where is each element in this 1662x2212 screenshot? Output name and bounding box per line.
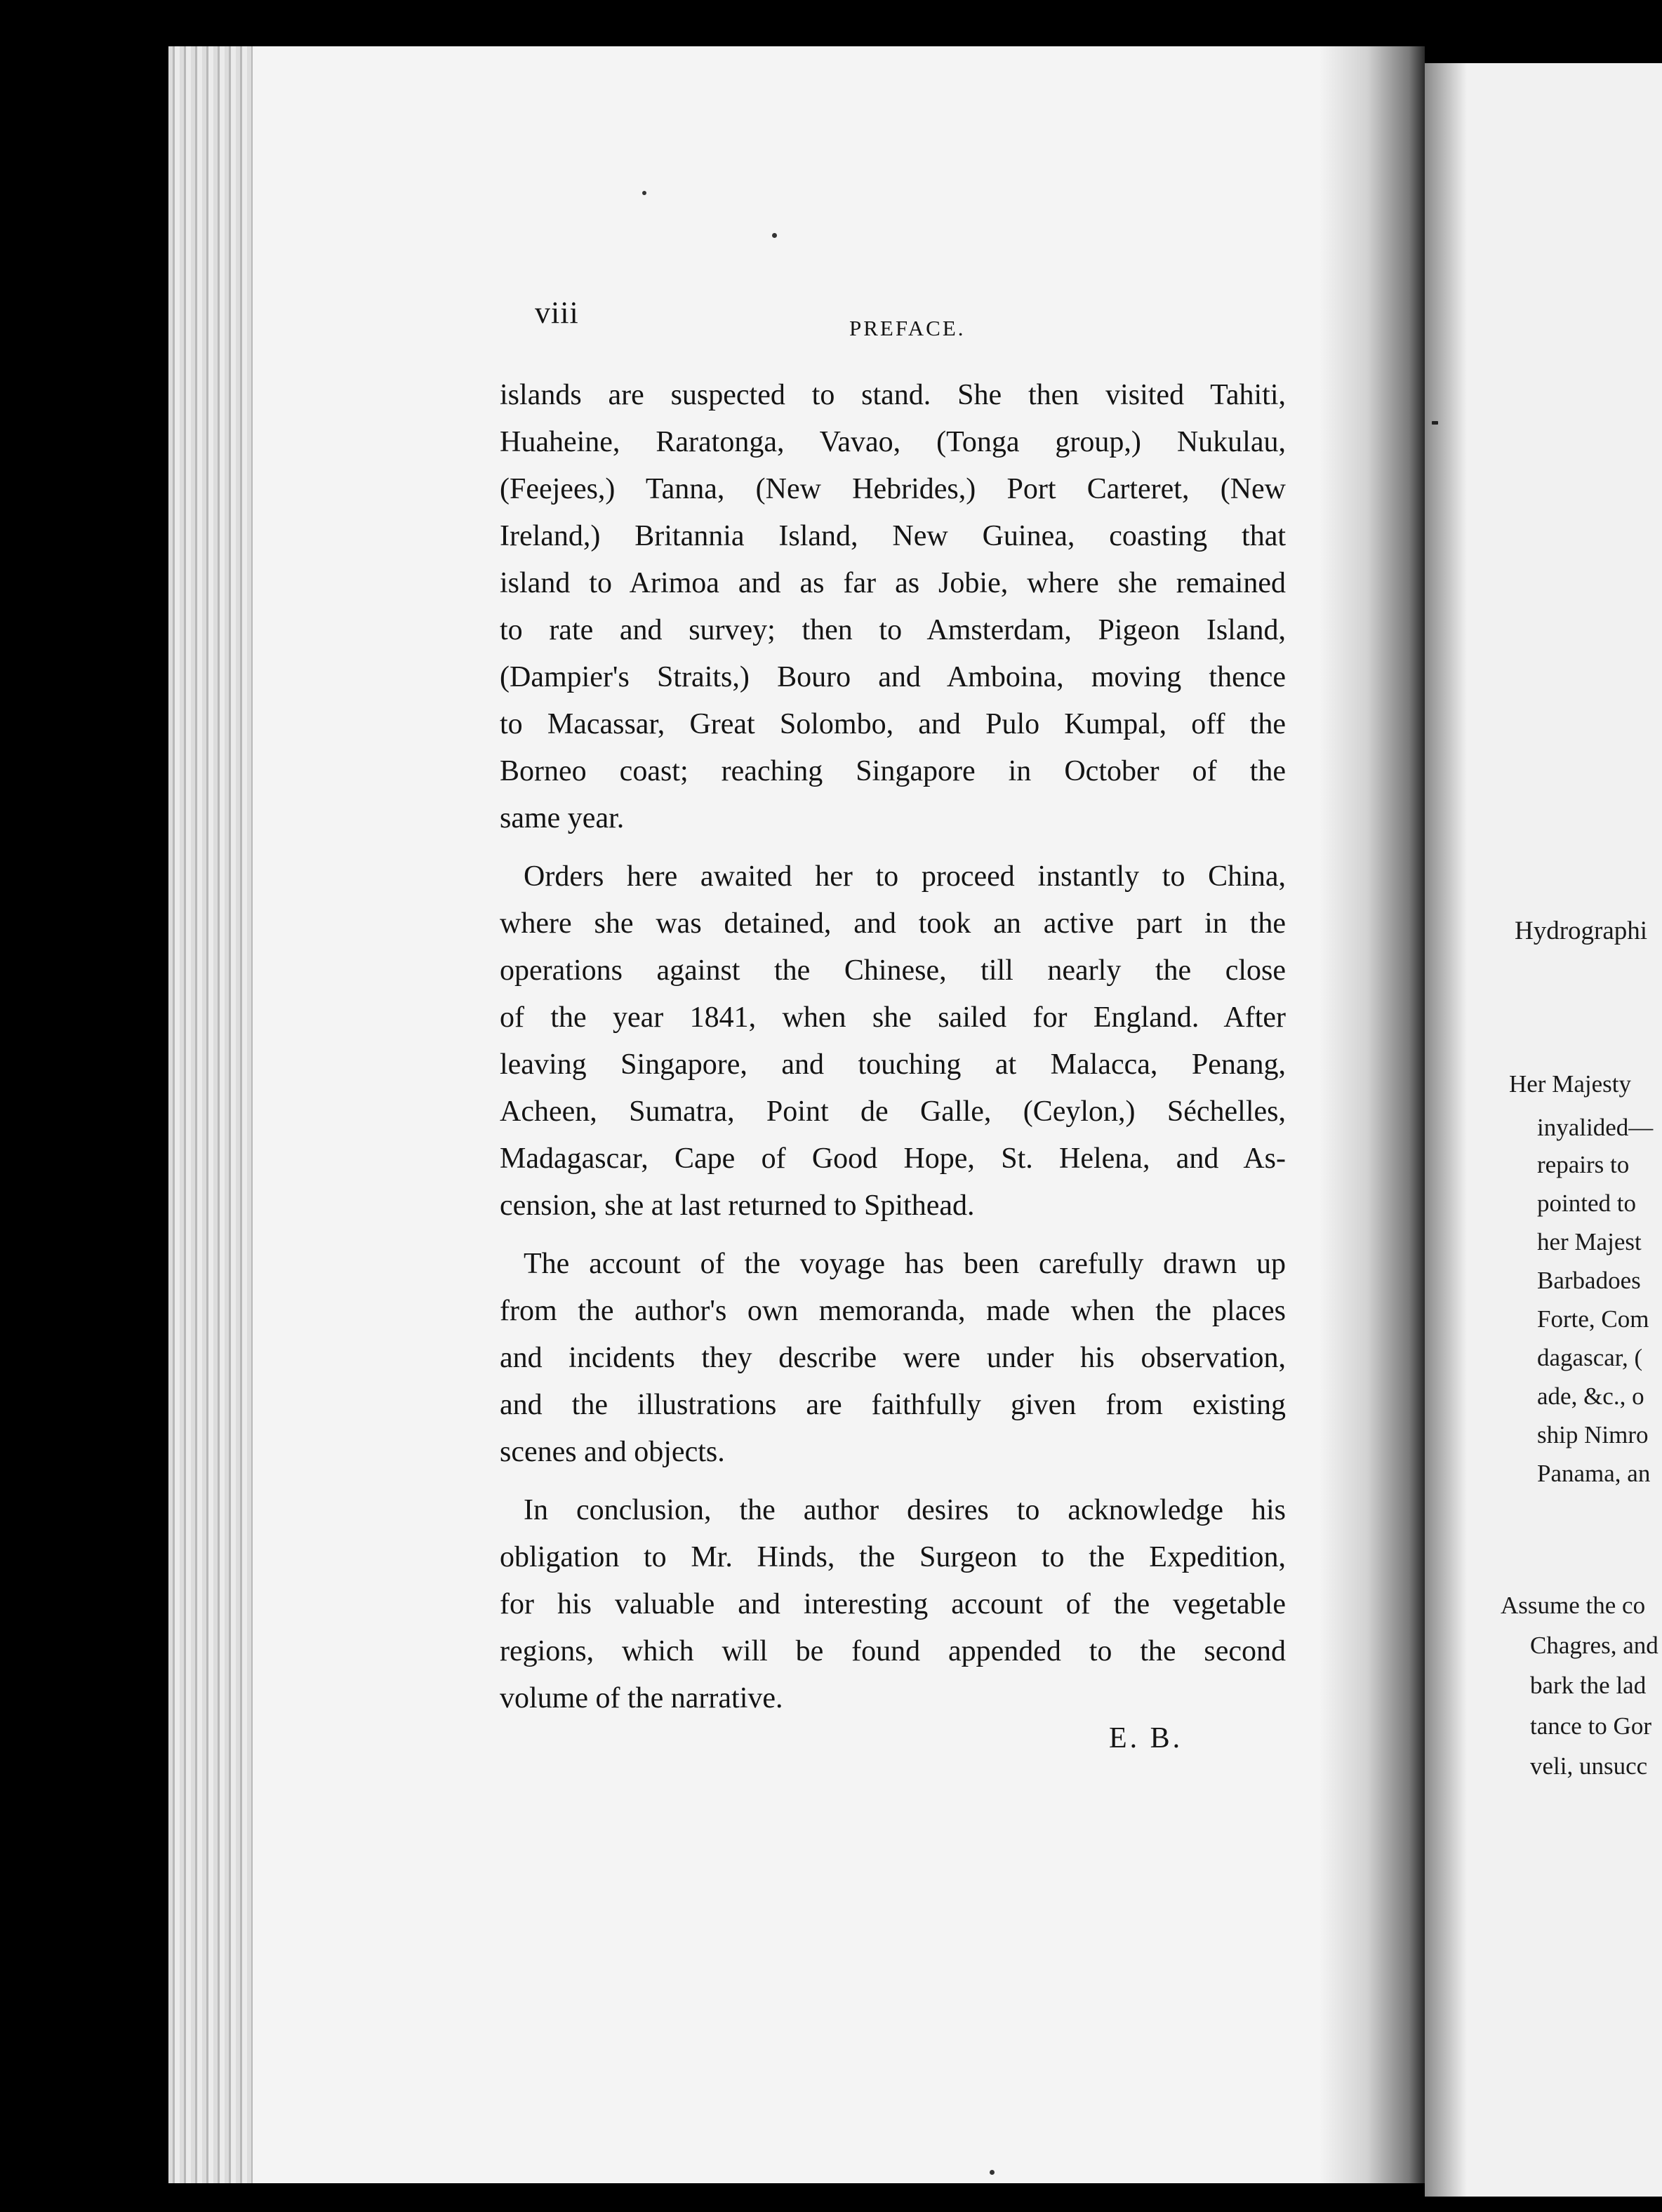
right-page-line: Barbadoes [1537, 1267, 1641, 1294]
text-line: leaving Singapore, and touching at Malacca, Penang, [500, 1048, 1286, 1081]
right-page-line: Chagres, and [1530, 1632, 1658, 1659]
text-line: of the year 1841, when she sailed for England. After [500, 1001, 1286, 1034]
right-page-shadow [1425, 63, 1467, 2197]
text-line: scenes and objects. [500, 1436, 725, 1468]
right-page-line: dagascar, ( [1537, 1344, 1643, 1371]
text-line: obligation to Mr. Hinds, the Surgeon to the Expedition, [500, 1541, 1286, 1573]
running-head: PREFACE. [849, 316, 966, 340]
text-line: volume of the narrative. [500, 1682, 783, 1714]
right-page-line: veli, unsucc [1530, 1752, 1648, 1780]
page-number: viii [535, 295, 579, 330]
text-line: operations against the Chinese, till nearly the close [500, 954, 1286, 987]
text-line: and incidents they describe were under his observation, [500, 1342, 1286, 1374]
right-page-line: Forte, Com [1537, 1305, 1649, 1333]
text-line: (Feejees,) Tanna, (New Hebrides,) Port Carteret, (New [500, 473, 1286, 505]
text-line: Acheen, Sumatra, Point de Galle, (Ceylon,) Séchelles, [500, 1095, 1286, 1128]
right-page-heading: Hydrographi [1515, 917, 1648, 945]
text-line: (Dampier's Straits,) Bouro and Amboina, moving thence [500, 661, 1286, 693]
text-line: and the illustrations are faithfully given from existing [500, 1389, 1286, 1421]
page-edges [168, 46, 253, 2183]
right-page-line: Assume the co [1501, 1592, 1646, 1619]
text-line: island to Arimoa and as far as Jobie, where she remained [500, 567, 1286, 599]
text-line: regions, which will be found appended to the second [500, 1635, 1286, 1667]
right-page-line: inyalided— [1537, 1114, 1654, 1141]
text-line: The account of the voyage has been carefully drawn up [524, 1248, 1286, 1280]
signature-initials: E. B. [1109, 1722, 1183, 1754]
text-line: Borneo coast; reaching Singapore in October of the [500, 755, 1286, 787]
right-page-line: bark the lad [1530, 1672, 1647, 1699]
text-line: to rate and survey; then to Amsterdam, Pigeon Island, [500, 614, 1286, 646]
paragraph-4 [500, 1487, 1286, 1722]
text-line: In conclusion, the author desires to acknowledge his [524, 1494, 1286, 1526]
right-page-line: pointed to [1537, 1190, 1636, 1217]
text-line: Madagascar, Cape of Good Hope, St. Helena, and As- [500, 1142, 1286, 1175]
text-line: islands are suspected to stand. She then visited Tahiti, [500, 379, 1286, 411]
right-page-line: ship Nimro [1537, 1421, 1649, 1448]
text-line: where she was detained, and took an active part in the [500, 907, 1286, 940]
paragraph-2 [500, 853, 1286, 1230]
right-page-line: her Majest [1537, 1228, 1642, 1255]
text-line: Huaheine, Raratonga, Vavao, (Tonga group,) Nukulau, [500, 426, 1286, 458]
scan-speck [990, 2170, 995, 2175]
right-page-line: Her Majesty [1509, 1070, 1631, 1098]
text-line: for his valuable and interesting account of the vegetable [500, 1588, 1286, 1620]
scan-speck [1432, 421, 1438, 425]
scan-speck [642, 191, 646, 195]
text-line: Orders here awaited her to proceed instantly to China, [524, 860, 1286, 893]
paragraph-3 [500, 1241, 1286, 1476]
right-page-line: Panama, an [1537, 1460, 1651, 1487]
preface-text [500, 372, 1286, 1722]
paragraph-1 [500, 372, 1286, 842]
text-line: from the author's own memoranda, made when the places [500, 1295, 1286, 1327]
text-line: to Macassar, Great Solombo, and Pulo Kumpal, off the [500, 708, 1286, 740]
right-page-line: tance to Gor [1530, 1712, 1651, 1740]
text-line: same year. [500, 802, 625, 834]
scan-speck [772, 233, 777, 238]
right-page-line: repairs to [1537, 1151, 1630, 1178]
book-gutter [1319, 46, 1425, 2183]
text-line: Ireland,) Britannia Island, New Guinea, coasting that [500, 520, 1286, 552]
right-page-line: ade, &c., o [1537, 1382, 1644, 1410]
text-line: cension, she at last returned to Spithead. [500, 1190, 975, 1222]
